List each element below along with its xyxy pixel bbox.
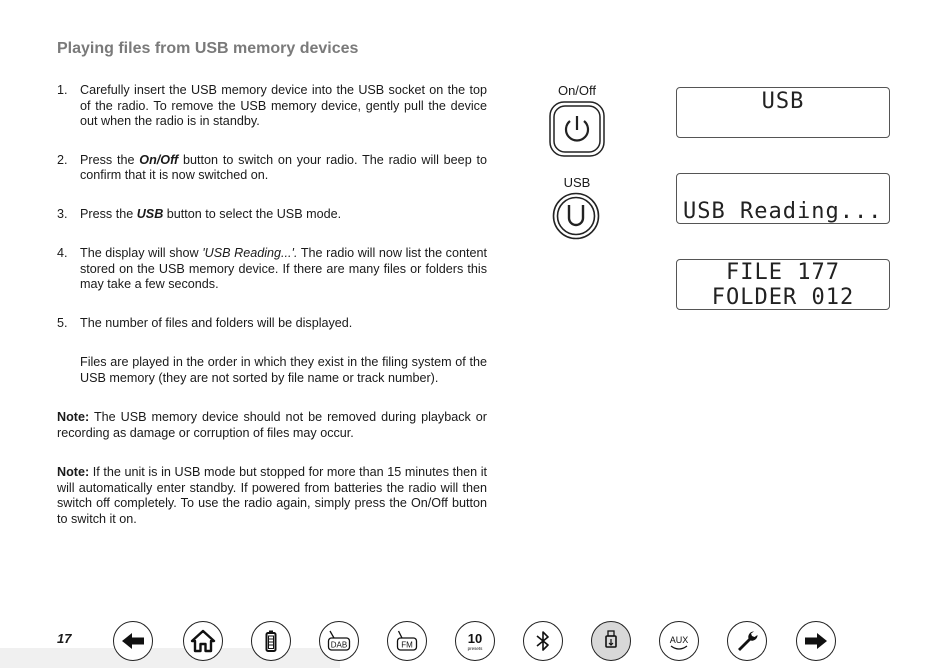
note-text: The USB memory device should not be removed during playback or recording as damage or corruption of files may occur. bbox=[57, 410, 487, 440]
step-text-pre: Press the bbox=[80, 152, 140, 167]
bluetooth-button[interactable] bbox=[523, 621, 563, 661]
step-text bbox=[80, 246, 487, 293]
step-1 bbox=[57, 83, 487, 130]
lcd-line: FOLDER 012 bbox=[711, 285, 855, 310]
usb-emphasis: USB bbox=[136, 206, 164, 221]
usb-nav-button[interactable] bbox=[591, 621, 631, 661]
settings-button[interactable] bbox=[727, 621, 767, 661]
presets-icon bbox=[462, 628, 488, 654]
note-text: If the unit is in USB mode but stopped for more than 15 minutes then it will automatically enter standby. If powered from batteries the radio will then switch off completely. To use the radio again, simply press the On/Off button to switch it on. bbox=[57, 465, 487, 526]
home-icon bbox=[190, 628, 216, 654]
fm-text: FM bbox=[401, 640, 413, 650]
step-number: 2. bbox=[57, 152, 68, 167]
note-standby bbox=[57, 465, 487, 527]
dab-text: DAB bbox=[330, 640, 348, 650]
wrench-icon bbox=[734, 628, 760, 654]
on-off-emphasis: On/Off bbox=[139, 152, 179, 167]
step-text bbox=[80, 153, 487, 184]
presets-button[interactable] bbox=[455, 621, 495, 661]
lcd-line: FILE 177 bbox=[726, 260, 840, 285]
step-2 bbox=[57, 153, 487, 184]
footer-band bbox=[0, 648, 340, 668]
step-number: 1. bbox=[57, 83, 68, 97]
forward-button[interactable] bbox=[796, 621, 836, 661]
presets-number: 10 bbox=[467, 631, 483, 646]
usb-label: USB bbox=[563, 175, 591, 190]
power-button-icon[interactable] bbox=[549, 101, 605, 157]
back-button[interactable] bbox=[113, 621, 153, 661]
battery-icon bbox=[258, 628, 284, 654]
home-button[interactable] bbox=[183, 621, 223, 661]
dab-button[interactable] bbox=[319, 621, 359, 661]
step-text bbox=[80, 207, 487, 223]
step-text-pre: The display will show bbox=[80, 246, 203, 260]
aux-text: AUX bbox=[669, 635, 689, 645]
lcd-display-count bbox=[676, 259, 890, 310]
note-label: Note: bbox=[57, 410, 90, 424]
step-text: The number of files and folders will be displayed. bbox=[80, 315, 353, 330]
step-5 bbox=[57, 316, 487, 332]
step-text-post: The radio will now list the content stored on the USB memory device. If there are many files or folders this may take a few seconds. bbox=[80, 246, 487, 291]
fm-icon bbox=[394, 628, 420, 654]
step-text-post: button to switch on your radio. The radio will beep to confirm that it is now switched on. bbox=[80, 152, 487, 182]
page-title: Playing files from USB memory devices bbox=[57, 40, 359, 57]
dab-icon bbox=[326, 628, 352, 654]
instructions bbox=[57, 83, 487, 527]
aux-icon bbox=[666, 628, 692, 654]
lcd-display-reading bbox=[676, 173, 890, 224]
usb-button-icon[interactable] bbox=[552, 192, 600, 240]
step-4 bbox=[57, 246, 487, 293]
back-arrow-icon bbox=[120, 628, 146, 654]
battery-button[interactable] bbox=[251, 621, 291, 661]
files-order-paragraph: Files are played in the order in which they exist in the filing system of the USB memory (they are not sorted by file name or track number). bbox=[80, 355, 487, 385]
presets-text: presets bbox=[467, 646, 483, 651]
usb-icon bbox=[598, 628, 624, 654]
step-text: Carefully insert the USB memory device into the USB socket on the top of the radio. To remove the USB memory device, gently pull the device out when the radio is in standby. bbox=[80, 83, 487, 128]
lcd-line: USB Reading... bbox=[683, 199, 883, 224]
step-number: 3. bbox=[57, 206, 68, 221]
step-text-post: button to select the USB mode. bbox=[163, 206, 342, 221]
forward-arrow-icon bbox=[803, 628, 829, 654]
lcd-display-usb bbox=[676, 87, 890, 138]
step-number: 4. bbox=[57, 246, 68, 260]
on-off-label: On/Off bbox=[557, 83, 597, 98]
step-3 bbox=[57, 207, 487, 223]
fm-button[interactable] bbox=[387, 621, 427, 661]
page-number: 17 bbox=[57, 631, 72, 646]
lcd-line: USB bbox=[761, 89, 805, 114]
step-number: 5. bbox=[57, 315, 68, 330]
bluetooth-icon bbox=[530, 628, 556, 654]
step-text-pre: Press the bbox=[80, 206, 137, 221]
aux-button[interactable] bbox=[659, 621, 699, 661]
usb-reading-quote: 'USB Reading...'. bbox=[202, 246, 298, 260]
note-label: Note: bbox=[57, 465, 90, 479]
note-playback bbox=[57, 410, 487, 441]
